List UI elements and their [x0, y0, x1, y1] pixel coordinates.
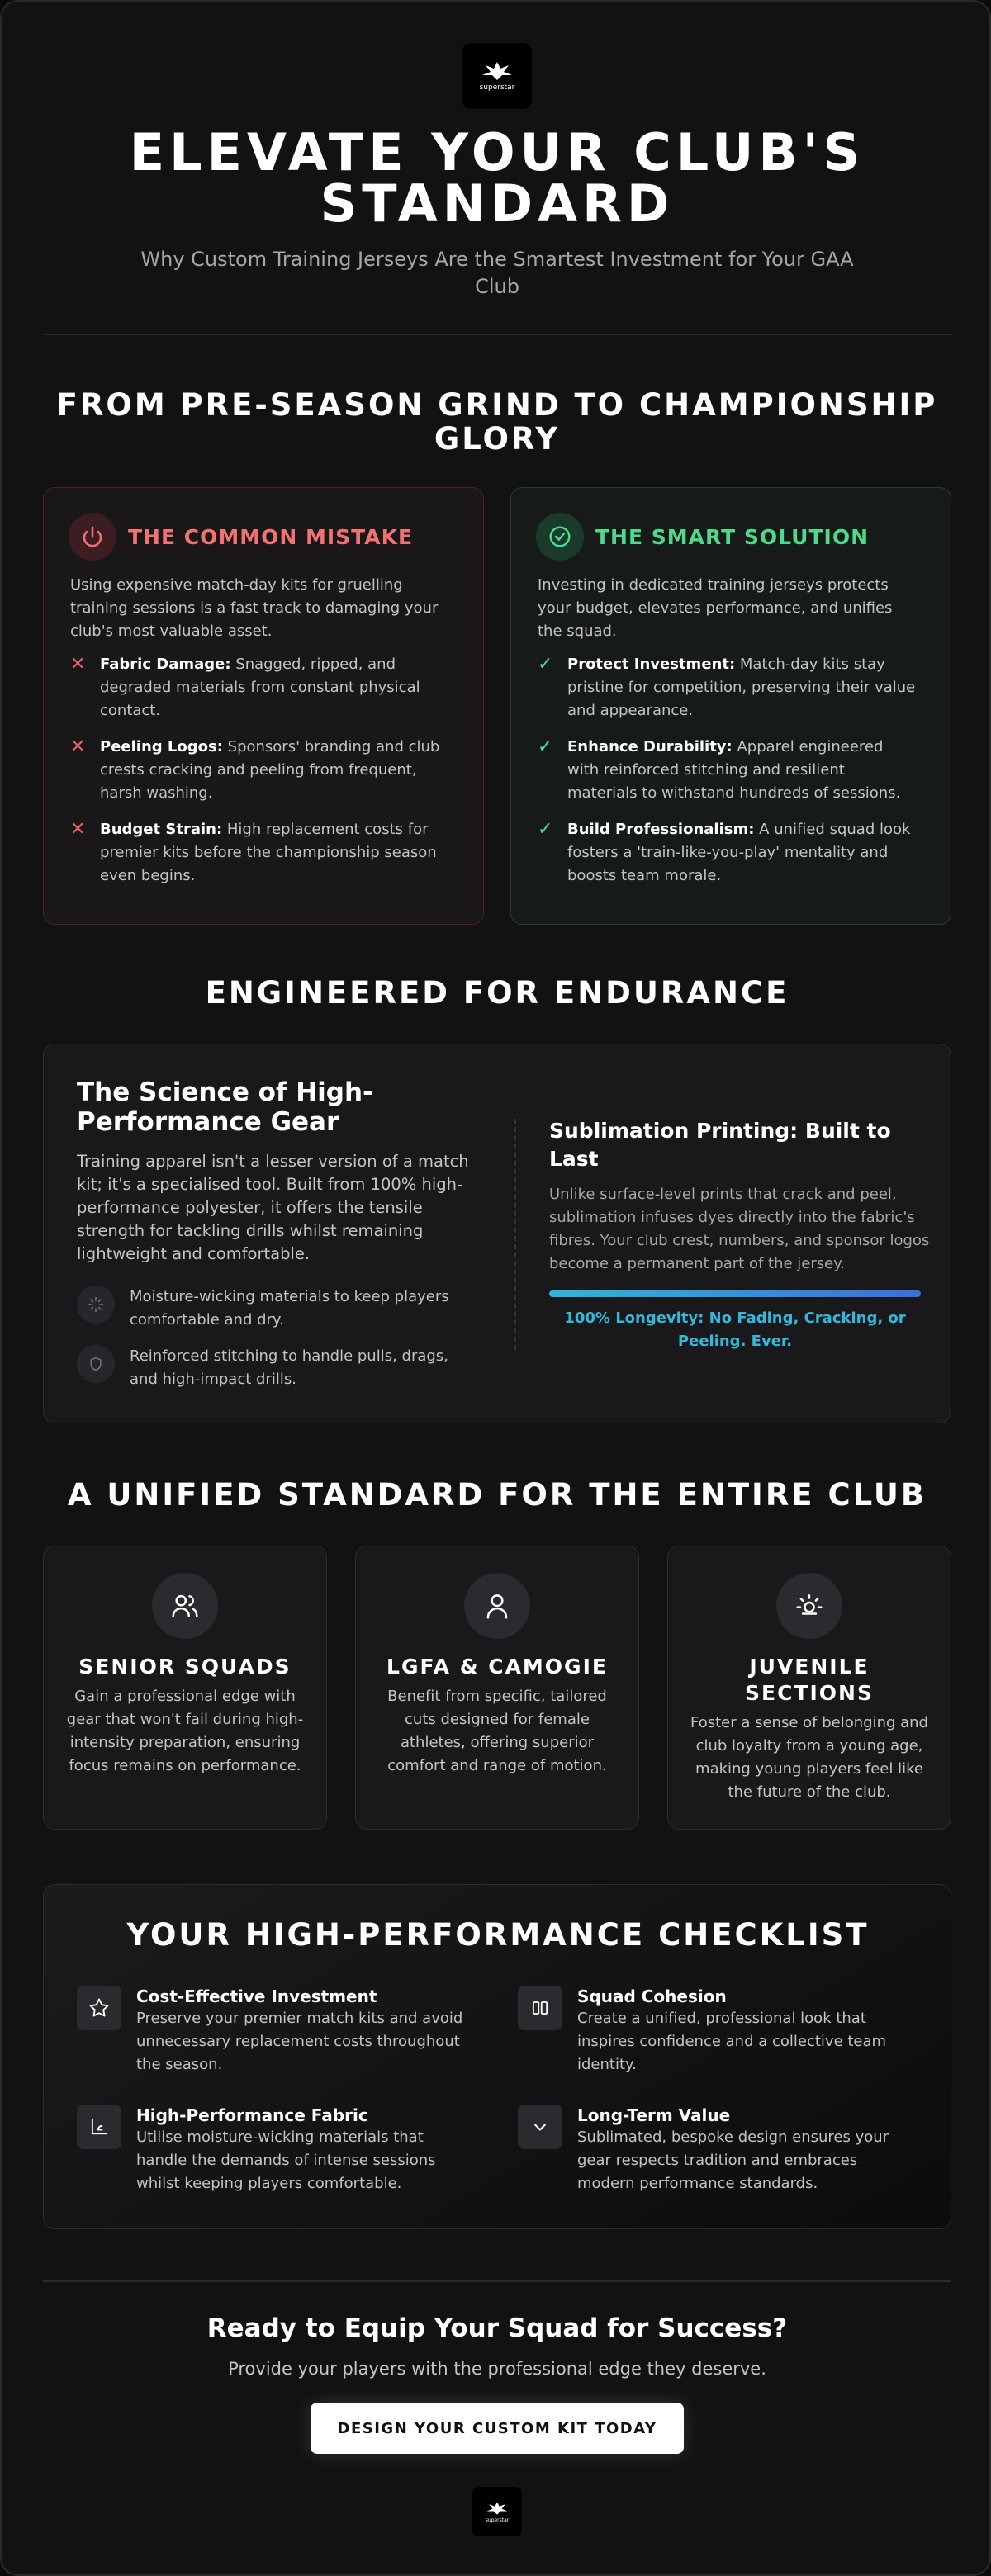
science-title: The Science of High-Performance Gear: [77, 1077, 373, 1137]
list-item: ✓ Protect Investment: Match-day kits stay pristine for competition, preserving their value and appearance.: [538, 653, 918, 722]
solution-title: THE SMART SOLUTION: [595, 524, 870, 549]
solution-list: [538, 653, 918, 901]
logo-mark-icon: [486, 2501, 509, 2516]
x-icon: ✕: [70, 736, 86, 757]
section-title-endurance: ENGINEERED FOR ENDURANCE: [205, 975, 789, 1011]
checklist-item-title: Long-Term Value: [577, 2105, 731, 2125]
checklist-item: [518, 1986, 914, 2076]
check-icon: ✓: [538, 736, 553, 757]
team-card-juvenile: [667, 1546, 951, 1830]
x-icon: ✕: [70, 819, 86, 840]
logo-text: superstar: [485, 2517, 510, 2523]
team-card-lgfa: [355, 1546, 639, 1830]
design-kit-button[interactable]: DESIGN YOUR CUSTOM KIT TODAY: [311, 2403, 684, 2454]
team-title: LGFA & CAMOGIE: [386, 1655, 608, 1679]
divider: [514, 1119, 516, 1350]
hero-subtitle: Why Custom Training Jerseys Are the Smartest Investment for Your GAA Club: [140, 248, 854, 298]
longevity-text: 100% Longevity: No Fading, Cracking, or Peeling. Ever.: [564, 1309, 906, 1350]
feature-stitching: [77, 1345, 473, 1391]
solution-intro: Investing in dedicated training jerseys protects your budget, elevates performance, and unifies the squad.: [538, 576, 893, 640]
checklist-item-text: Utilise moisture-wicking materials that handle the demands of intense sessions whilst keeping players comfortable.: [136, 2129, 436, 2192]
checklist-item-title: High-Performance Fabric: [136, 2105, 368, 2125]
check-circle-icon: [536, 513, 584, 561]
user-icon: [464, 1573, 530, 1639]
chart-icon: [77, 2105, 121, 2149]
endurance-card: [43, 1044, 951, 1423]
sublimation-text: Unlike surface-level prints that crack and peel, sublimation infuses dyes directly into the fabric's fibres. Your club crest, numbers, and sponsor logos become a permanent part of the jersey.: [549, 1186, 930, 1272]
divider: [43, 334, 951, 335]
list-item: ✕ Fabric Damage: Snagged, ripped, and degraded materials from constant physical contact.: [70, 653, 450, 722]
cta-title: Ready to Equip Your Squad for Success?: [206, 2313, 788, 2343]
feature-moisture: [77, 1286, 473, 1332]
logo-mark-icon: [481, 60, 514, 82]
team-text: Foster a sense of belonging and club loyalty from a young age, making young players feel like the future of the club.: [690, 1714, 928, 1801]
shield-icon: [77, 1345, 115, 1383]
solution-card: [510, 487, 951, 925]
list-item: ✕ Peeling Logos: Sponsors' branding and club crests cracking and peeling from frequent, harsh washing.: [70, 736, 450, 805]
cta-text: Provide your players with the professional edge they deserve.: [228, 2359, 766, 2379]
mistake-intro: Using expensive match-day kits for gruelling training sessions is a fast track to damaging your club's most valuable asset.: [70, 576, 439, 640]
longevity-bar: [549, 1290, 921, 1297]
checklist-item-text: Preserve your premier match kits and avoid unnecessary replacement costs throughout the season.: [136, 2010, 463, 2073]
sun-icon: [776, 1573, 842, 1639]
checklist-title: YOUR HIGH-PERFORMANCE CHECKLIST: [126, 1917, 870, 1953]
team-card-senior: [43, 1546, 327, 1830]
checklist-item: [77, 2105, 473, 2195]
mistake-card: [43, 487, 484, 925]
brand-logo[interactable]: [462, 43, 532, 109]
list-item: ✕ Budget Strain: High replacement costs for premier kits before the championship season even begins.: [70, 818, 450, 888]
team-title: JUVENILE SECTIONS: [745, 1655, 874, 1705]
feature-text: Moisture-wicking materials to keep players comfortable and dry.: [130, 1288, 449, 1328]
mistake-title: THE COMMON MISTAKE: [128, 524, 414, 549]
logo-text: superstar: [479, 83, 515, 92]
power-icon: [69, 513, 116, 561]
checklist-item: [518, 2105, 914, 2195]
list-item: ✓ Enhance Durability: Apparel engineered with reinforced stitching and resilient materials to withstand hundreds of sessions.: [538, 736, 918, 805]
team-title: SENIOR SQUADS: [78, 1655, 292, 1679]
divider: [43, 2280, 951, 2282]
hero-title: ELEVATE YOUR CLUB'S STANDARD: [129, 122, 865, 234]
checklist-panel: [43, 1884, 951, 2229]
list-item: ✓ Build Professionalism: A unified squad look fosters a 'train-like-you-play' mentality and boosts team morale.: [538, 818, 918, 888]
users-icon: [152, 1573, 218, 1639]
star-icon: [77, 1986, 121, 2030]
sublimation-title: Sublimation Printing: Built to Last: [549, 1119, 891, 1171]
check-icon: ✓: [538, 819, 553, 840]
loader-icon: [77, 1286, 115, 1324]
checklist-item-text: Create a unified, professional look that inspires confidence and a collective team identity.: [577, 2010, 887, 2073]
checklist-item: [77, 1986, 473, 2076]
team-text: Gain a professional edge with gear that won't fail during high-intensity preparation, ensuring focus remains on performance.: [66, 1688, 304, 1774]
science-text: Training apparel isn't a lesser version of a match kit; it's a specialised tool. Built from 100% high-performance polyester, it offers the tensile strength for tackling drills whilst remaining lightweight and comfortable.: [77, 1152, 469, 1263]
footer-logo[interactable]: [472, 2487, 522, 2536]
chevron-down-icon: [518, 2105, 562, 2149]
x-icon: ✕: [70, 654, 86, 675]
columns-icon: [518, 1986, 562, 2030]
mistake-list: [70, 653, 450, 901]
check-icon: ✓: [538, 654, 553, 675]
checklist-item-title: Squad Cohesion: [577, 1986, 727, 2006]
team-text: Benefit from specific, tailored cuts designed for female athletes, offering superior comfort and range of motion.: [387, 1688, 607, 1774]
checklist-item-title: Cost-Effective Investment: [136, 1986, 377, 2006]
checklist-item-text: Sublimated, bespoke design ensures your gear respects tradition and embraces modern performance standards.: [577, 2129, 889, 2192]
section-title-grind: FROM PRE-SEASON GRIND TO CHAMPIONSHIP GLORY: [56, 387, 938, 457]
feature-text: Reinforced stitching to handle pulls, drags, and high-impact drills.: [130, 1347, 448, 1388]
section-title-unified: A UNIFIED STANDARD FOR THE ENTIRE CLUB: [67, 1477, 927, 1513]
